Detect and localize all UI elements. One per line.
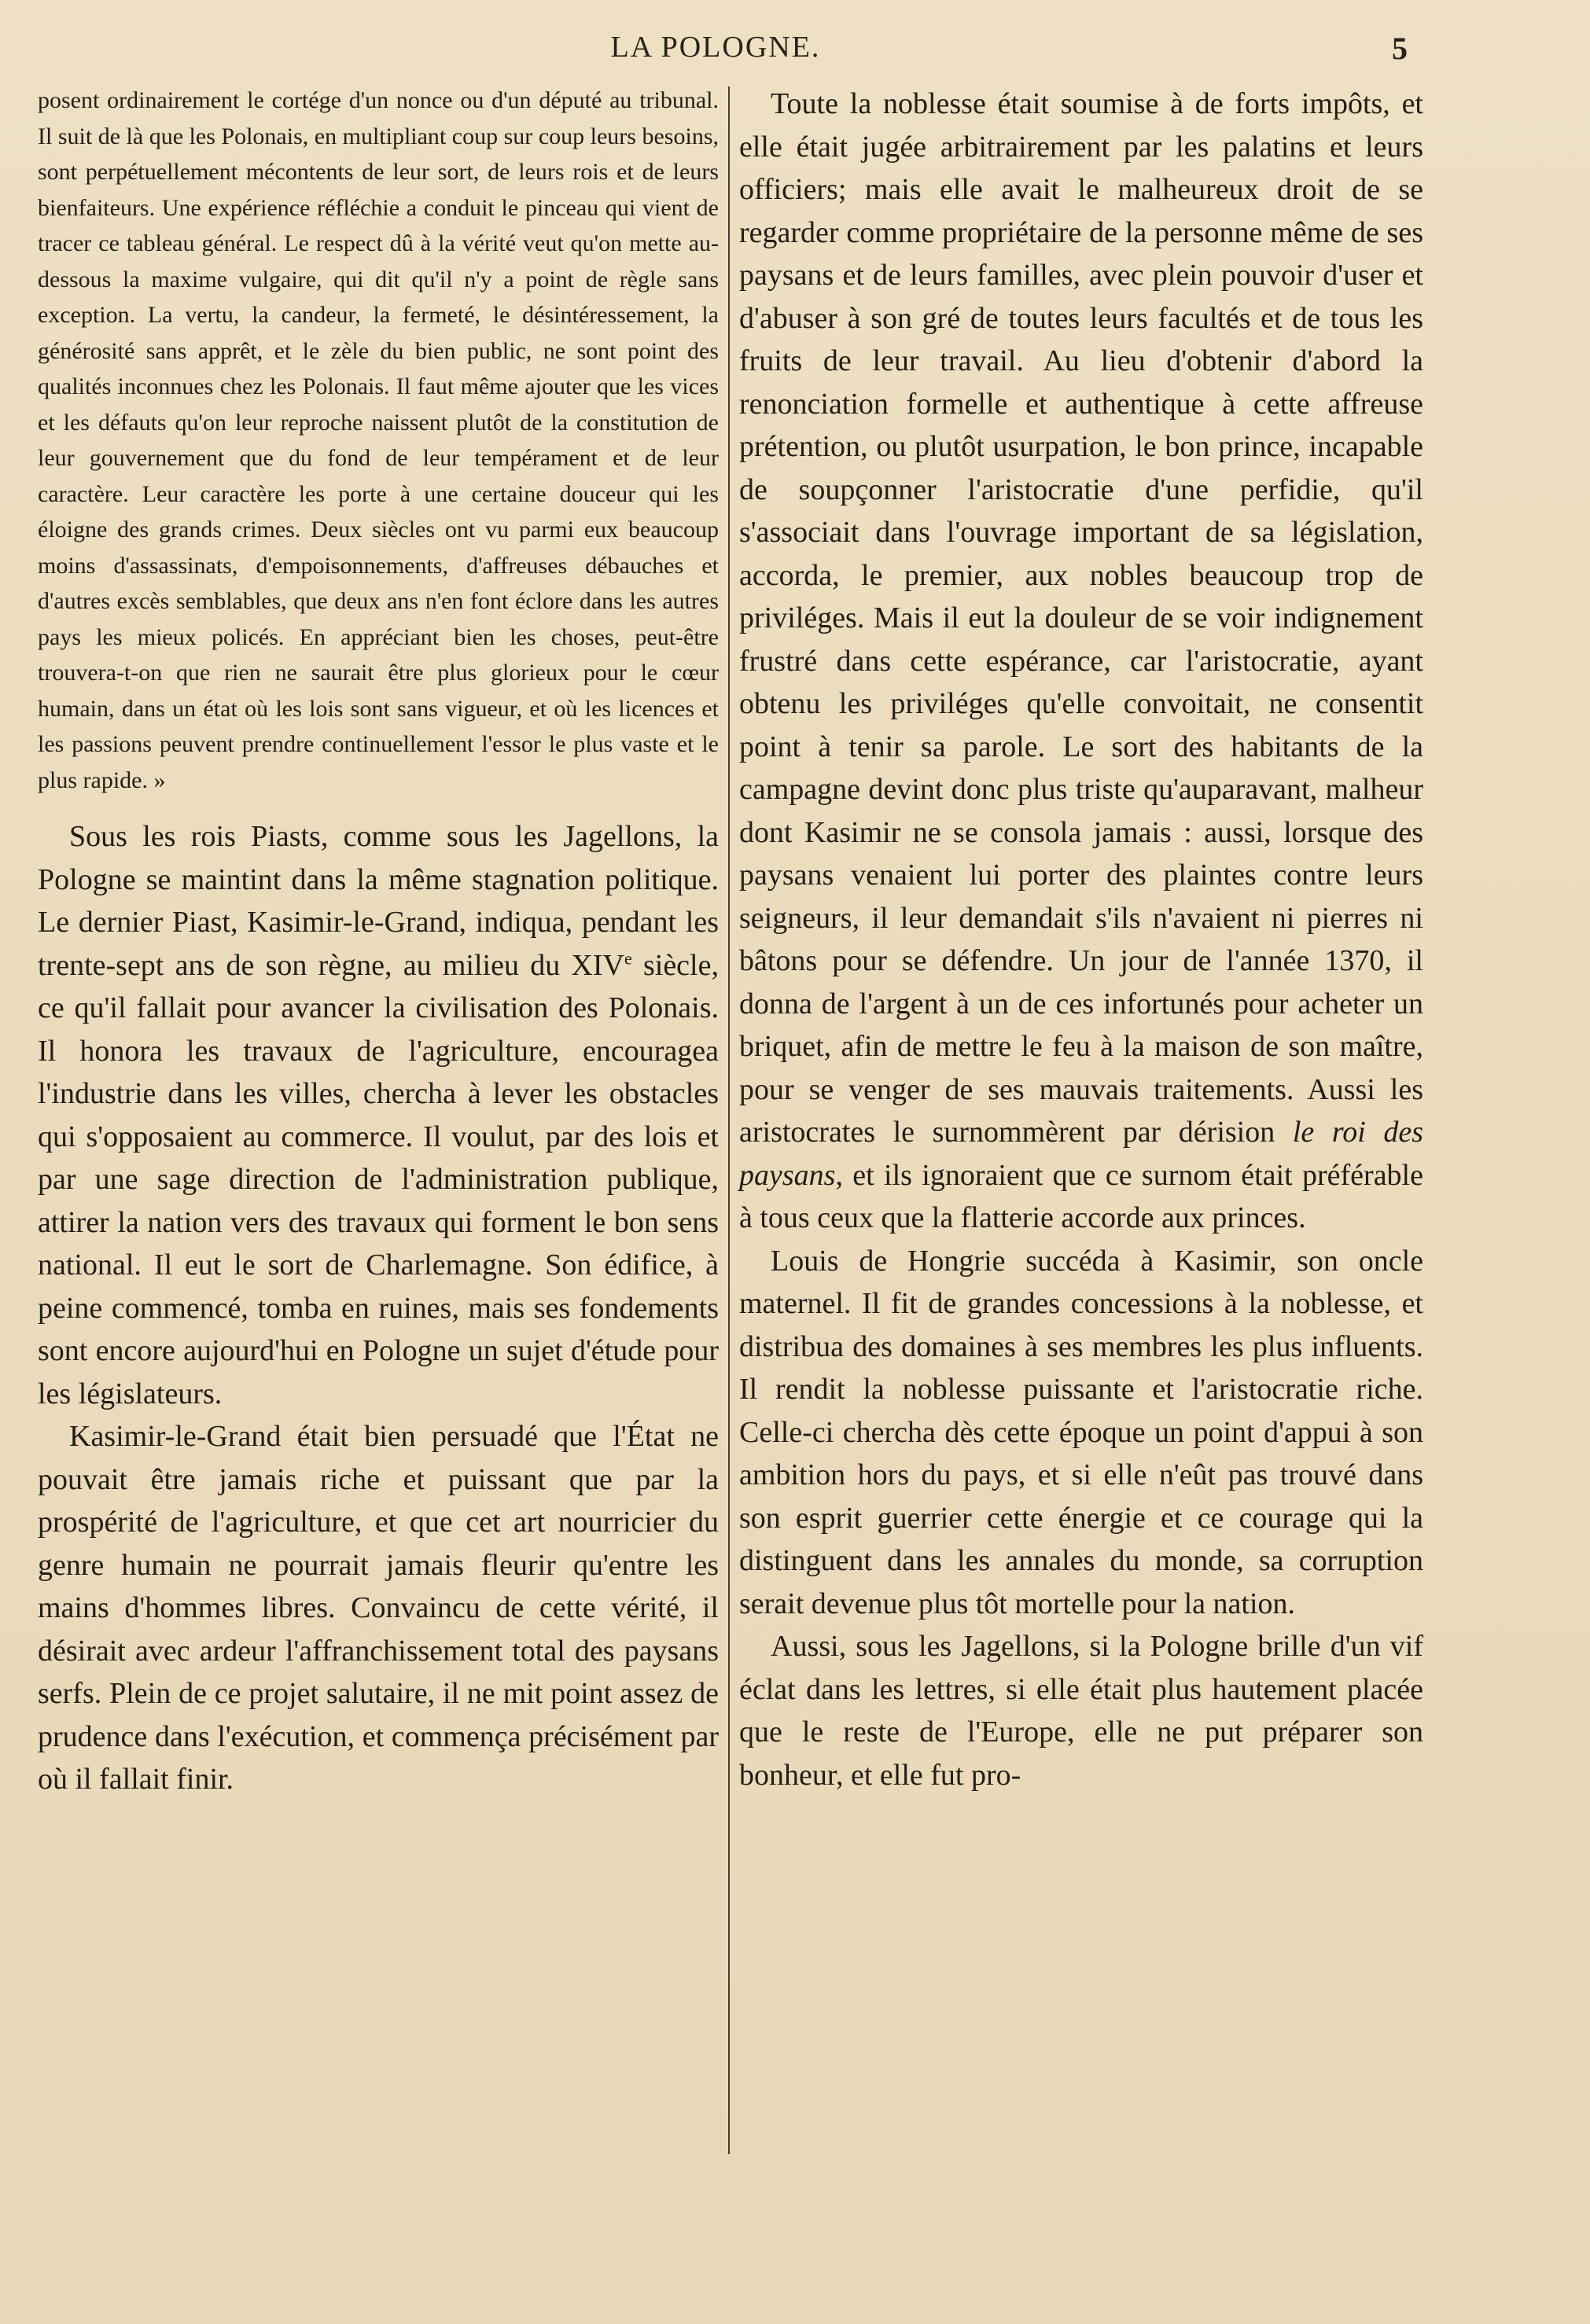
page-number: 5 xyxy=(1392,31,1408,66)
paragraph-piasts-end: siècle, ce qu'il fallait pour avancer la civilisation des Polonais. Il honora les travaux de l'agriculture, encouragea l'industrie dans les villes, chercha à lever les obstacles qui s'opposaient au commerce. Il voulut, par des lois et par une sage direction de l'administration publique, attirer la nation vers des travaux qui forment le bon sens national. Il eut le sort de Charlemagne. Son édifice, à peine commencé, tomba en ruines, mais ses fondements sont encore aujourd'hui en Pologne un sujet d'étude pour les législateurs. xyxy=(38,948,719,1410)
paragraph-kasimir: Kasimir-le-Grand était bien persuadé que l'État ne pouvait être jamais riche et puissant que par la prospérité de l'agriculture, et que cet art nourricier du genre humain ne pourrait jamais fleurir qu'entre les mains d'hommes libres. Convaincu de cette vérité, il désirait avec ardeur l'affranchissement total des paysans serfs. Plein de ce projet salutaire, il ne mit point assez de prudence dans l'exécution, et commença précisément par où il fallait finir. xyxy=(38,1420,719,1796)
century-superscript: e xyxy=(624,947,632,968)
left-column xyxy=(38,83,719,1801)
roi-des-paysans: le roi des paysans xyxy=(739,1116,1423,1192)
quote-block xyxy=(38,83,719,798)
left-body-text xyxy=(38,815,719,1801)
running-title: LA POLOGNE. xyxy=(610,31,821,64)
right-body-text xyxy=(739,83,1423,1796)
paragraph-piasts-start: Sous les rois Piasts, comme sous les Jagellons, la Pologne se maintint dans la même stagnation politique. Le dernier Piast, Kasimir-le-Grand, indiqua, pendant les trente-sept ans de son règne, au milieu du XIV xyxy=(38,820,719,982)
paragraph-louis: Louis de Hongrie succéda à Kasimir, son oncle maternel. Il fit de grandes concessions à la noblesse, et distribua des domaines à ses membres les plus influents. Il rendit la noblesse puissante et l'aristocratie riche. Celle-ci chercha dès cette époque un point d'appui à son ambition hors du pays, et si elle n'eût pas trouvé dans son esprit guerrier cette énergie et ce courage qui la distinguent dans les annales du monde, sa corruption serait devenue plus tôt mortelle pour la nation. xyxy=(739,1244,1423,1620)
paragraph-noblesse-start: Toute la noblesse était soumise à de forts impôts, et elle était jugée arbitrairement par les palatins et leurs officiers; mais elle avait le malheureux droit de se regarder comme propriétaire de la personne même de ses paysans et de leurs familles, avec plein pouvoir d'user et d'abuser à son gré de toutes leurs facultés et de tous les fruits de leur travail. Au lieu d'obtenir d'abord la renonciation formelle et authentique à cette affreuse prétention, ou plutôt usurpation, le bon prince, incapable de soupçonner l'aristocratie d'une perfidie, qu'il s'associait dans l'ouvrage important de sa législation, accorda, le premier, aux nobles beaucoup trop de priviléges. Mais il eut la douleur de se voir indignement frustré dans cette espérance, car l'aristocratie, ayant obtenu les priviléges qu'elle convoitait, ne consentit point à tenir sa parole. Le sort des habitants de la campagne devint donc plus triste qu'auparavant, malheur dont Kasimir ne se consola jamais : aussi, lorsque des paysans venaient lui porter des plaintes contre leurs seigneurs, il leur demandait s'ils n'avaient ni pierres ni bâtons pour se défendre. Un jour de l'année 1370, il donna de l'argent à un de ces infortunés pour acheter un briquet, afin de mettre le feu à la maison de son maître, pour se venger de ses mauvais traitements. Aussi les aristocrates le surnommèrent par dérision xyxy=(739,87,1423,1149)
right-column xyxy=(739,83,1423,1796)
running-head xyxy=(0,30,1590,77)
paragraph-piasts xyxy=(38,815,719,1415)
column-divider xyxy=(728,86,730,2154)
quote-paragraph: posent ordinairement le cortége d'un nonce ou d'un député au tribunal. Il suit de là que les Polonais, en multipliant coup sur coup leurs besoins, sont perpétuellement mécontents de leur sort, de leurs rois et de leurs bienfaiteurs. Une expérience réfléchie a conduit le pinceau qui vient de tracer ce tableau général. Le respect dû à la vérité veut qu'on mette au-dessous la maxime vulgaire, qui dit qu'il n'y a point de règle sans exception. La vertu, la candeur, la fermeté, le désintéressement, la générosité sans apprêt, et le zèle du bien public, ne sont point des qualités inconnues chez les Polonais. Il faut même ajouter que les vices et les défauts qu'on leur reproche naissent plutôt de la constitution de leur gouvernement que du fond de leur tempérament et de leur caractère. Leur caractère les porte à une certaine douceur qui les éloigne des grands crimes. Deux siècles ont vu parmi eux beaucoup moins d'assassinats, d'empoisonnements, d'affreuses débauches et d'autres excès semblables, que deux ans n'en font éclore dans les autres pays les mieux policés. En appréciant bien les choses, peut-être trouvera-t-on que rien ne saurait être plus glorieux pour le cœur humain, dans un état où les lois sont sans vigueur, et où les licences et les passions peuvent prendre continuellement l'essor le plus vaste et le plus rapide. » xyxy=(38,87,719,793)
paragraph-noblesse-end: , et ils ignoraient que ce surnom était préférable à tous ceux que la flatterie accorde aux princes. xyxy=(739,1158,1423,1234)
paragraph-jagellons: Aussi, sous les Jagellons, si la Pologne brille d'un vif éclat dans les lettres, si elle était plus hautement placée que le reste de l'Europe, elle ne put préparer son bonheur, et elle fut pro- xyxy=(739,1630,1423,1792)
paragraph-noblesse xyxy=(739,83,1423,1240)
